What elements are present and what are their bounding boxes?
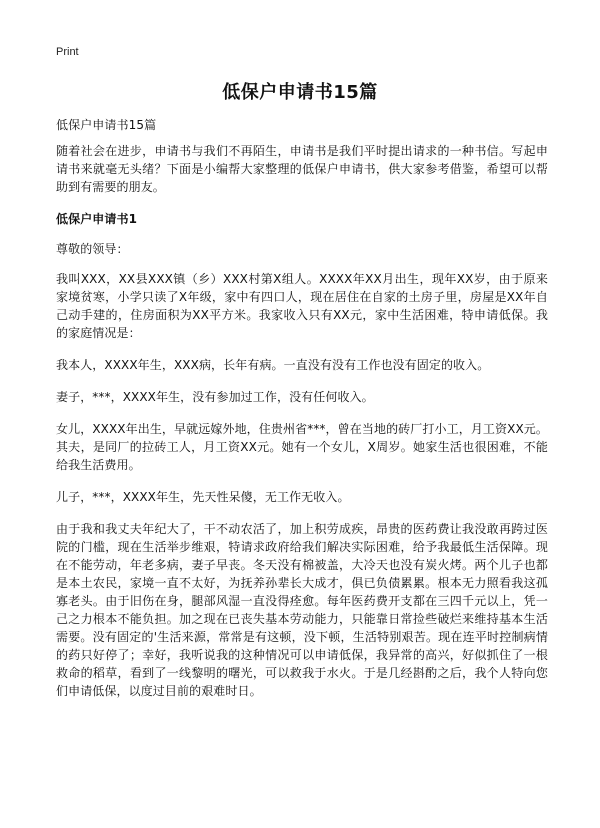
body-paragraph: 女儿，XXXX年出生，早就远嫁外地，住贵州省***，曾在当地的砖厂打小工，月工资XX元。其夫，是同厂的拉砖工人，月工资XX元。她有一个女儿，X周岁。她家生活也很困难，不能给我生活费用。 xyxy=(56,422,548,472)
document-subtitle: 低保户申请书15篇 xyxy=(56,118,157,132)
document-body xyxy=(56,116,548,714)
greeting: 尊敬的领导： xyxy=(56,242,129,256)
body-paragraph: 我叫XXX，XX县XXX镇（乡）XXX村第X组人。XXXX年XX月出生，现年XX岁，由于原来家境贫寒，小学只读了X年级，家中有四口人，现在居住在自家的土房子里，房屋是XX年自己动手建的，住房面积为XX平方米。我家收入只有XX元，家中生活困难，特申请低保。我的家庭情况是： xyxy=(56,272,548,340)
print-link[interactable]: Print xyxy=(56,46,79,58)
section-heading: 低保户申请书1 xyxy=(56,212,138,226)
intro-paragraph: 随着社会在进步，申请书与我们不再陌生，申请书是我们平时提出请求的一种书信。写起申请书来就毫无头绪？下面是小编帮大家整理的低保户申请书，供大家参考借鉴，希望可以帮助到有需要的朋友。 xyxy=(56,144,548,194)
body-paragraph: 儿子，***，XXXX年生，先天性呆傻，无工作无收入。 xyxy=(56,490,350,504)
body-paragraph: 我本人，XXXX年生，XXX病，长年有病。一直没有没有工作也没有固定的收入。 xyxy=(56,358,490,372)
body-paragraph: 由于我和我丈夫年纪大了，干不动农活了，加上积劳成疾，昂贵的医药费让我没敢再跨过医院的门槛，现在生活举步维艰，特请求政府给我们解决实际困难，给予我最低生活保障。现在不能劳动，年老多病，妻子早丧。冬天没有棉被盖，大冷天也没有炭火烤。两个儿子也都是本土农民，家境一直不太好，为抚养孙辈长大成才，俱已负债累累。根本无力照看我这孤寡老头。由于旧伤在身，腿部风湿一直没得痊愈。每年医药费开支都在三四千元以上，凭一己之力根本不能负担。加之现在已丧失基本劳动能力，只能靠日常捡些破烂来维持基本生活需要。没有固定的'生活来源，常常是有这顿，没下顿，生活特别艰苦。现在连平时控制病情的药只好停了；幸好，我听说我的这种情况可以申请低保，我异常的高兴，好似抓住了一根救命的稻草，看到了一线黎明的曙光，可以救我于水火。于是几经斟酌之后，我个人特向您们申请低保，以度过目前的艰难时日。 xyxy=(56,522,548,698)
page-title: 低保户申请书15篇 xyxy=(222,82,378,103)
body-paragraph: 妻子，***，XXXX年生，没有参加过工作，没有任何收入。 xyxy=(56,390,374,404)
